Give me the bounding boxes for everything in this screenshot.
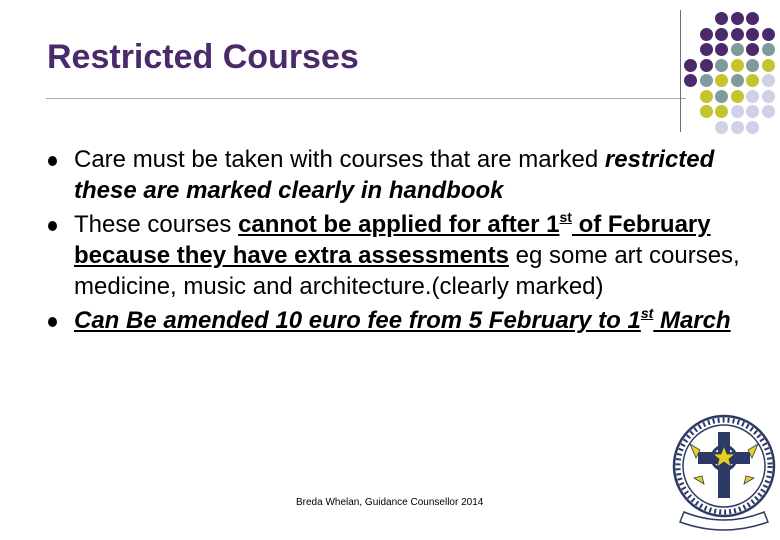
decorative-dot (731, 90, 744, 103)
decorative-dot (684, 74, 697, 87)
decorative-dot (731, 121, 744, 134)
decorative-dot (731, 43, 744, 56)
title-divider (46, 98, 686, 99)
decorative-dot (731, 105, 744, 118)
decorative-dot (715, 121, 728, 134)
decorative-dot (762, 74, 775, 87)
decorative-dot (700, 105, 713, 118)
decorative-dot (731, 12, 744, 25)
bullet-emphasis: restricted these are marked clearly in handbook (74, 146, 715, 204)
decorative-dot (746, 74, 759, 87)
bullet-item (40, 209, 740, 302)
decorative-dot (715, 59, 728, 72)
school-crest-seal (672, 404, 776, 534)
bullet-list (40, 144, 740, 339)
decorative-dot (700, 90, 713, 103)
bullet-icon (48, 317, 57, 327)
bullet-text: Care must be taken with courses that are marked (74, 146, 605, 173)
bullet-emphasis: cannot be applied for after 1 (238, 211, 560, 238)
bullet-item (40, 305, 740, 336)
footer-credit: Breda Whelan, Guidance Counsellor 2014 (296, 497, 484, 508)
decorative-dot (762, 90, 775, 103)
decorative-dot (700, 43, 713, 56)
superscript: st (559, 209, 572, 225)
bullet-item (40, 144, 740, 206)
bullet-icon (48, 156, 57, 166)
decorative-dot (715, 12, 728, 25)
decorative-dot (762, 43, 775, 56)
vertical-divider (680, 10, 681, 132)
bullet-emphasis: Can Be amended 10 euro fee from 5 February to 1 (74, 307, 641, 334)
decorative-dot (746, 28, 759, 41)
decorative-dot (700, 59, 713, 72)
decorative-dot (715, 90, 728, 103)
decorative-dot (715, 74, 728, 87)
decorative-dot (731, 74, 744, 87)
superscript: st (640, 305, 654, 321)
decorative-dot (700, 74, 713, 87)
decorative-dot (746, 43, 759, 56)
slide-title: Restricted Courses (47, 38, 359, 76)
bullet-text: These courses (74, 211, 239, 238)
decorative-dot (746, 12, 759, 25)
decorative-dot (715, 28, 728, 41)
decorative-dot (762, 59, 775, 72)
decorative-dot (762, 105, 775, 118)
decorative-dot (731, 59, 744, 72)
bullet-icon (48, 221, 57, 231)
decorative-dot (746, 121, 759, 134)
decorative-dot (731, 28, 744, 41)
decorative-dot (746, 59, 759, 72)
decorative-dot (762, 28, 775, 41)
decorative-dot (684, 59, 697, 72)
bullet-emphasis: March (653, 307, 731, 334)
bullet-text: eg some art courses, medicine, music and architecture.(clearly marked) (74, 242, 740, 300)
decorative-dot (746, 105, 759, 118)
decorative-dot (746, 90, 759, 103)
decorative-dot (700, 28, 713, 41)
decorative-dot (715, 43, 728, 56)
bullet-emphasis: of February because they have extra assessments (74, 211, 711, 269)
decorative-dot (715, 105, 728, 118)
